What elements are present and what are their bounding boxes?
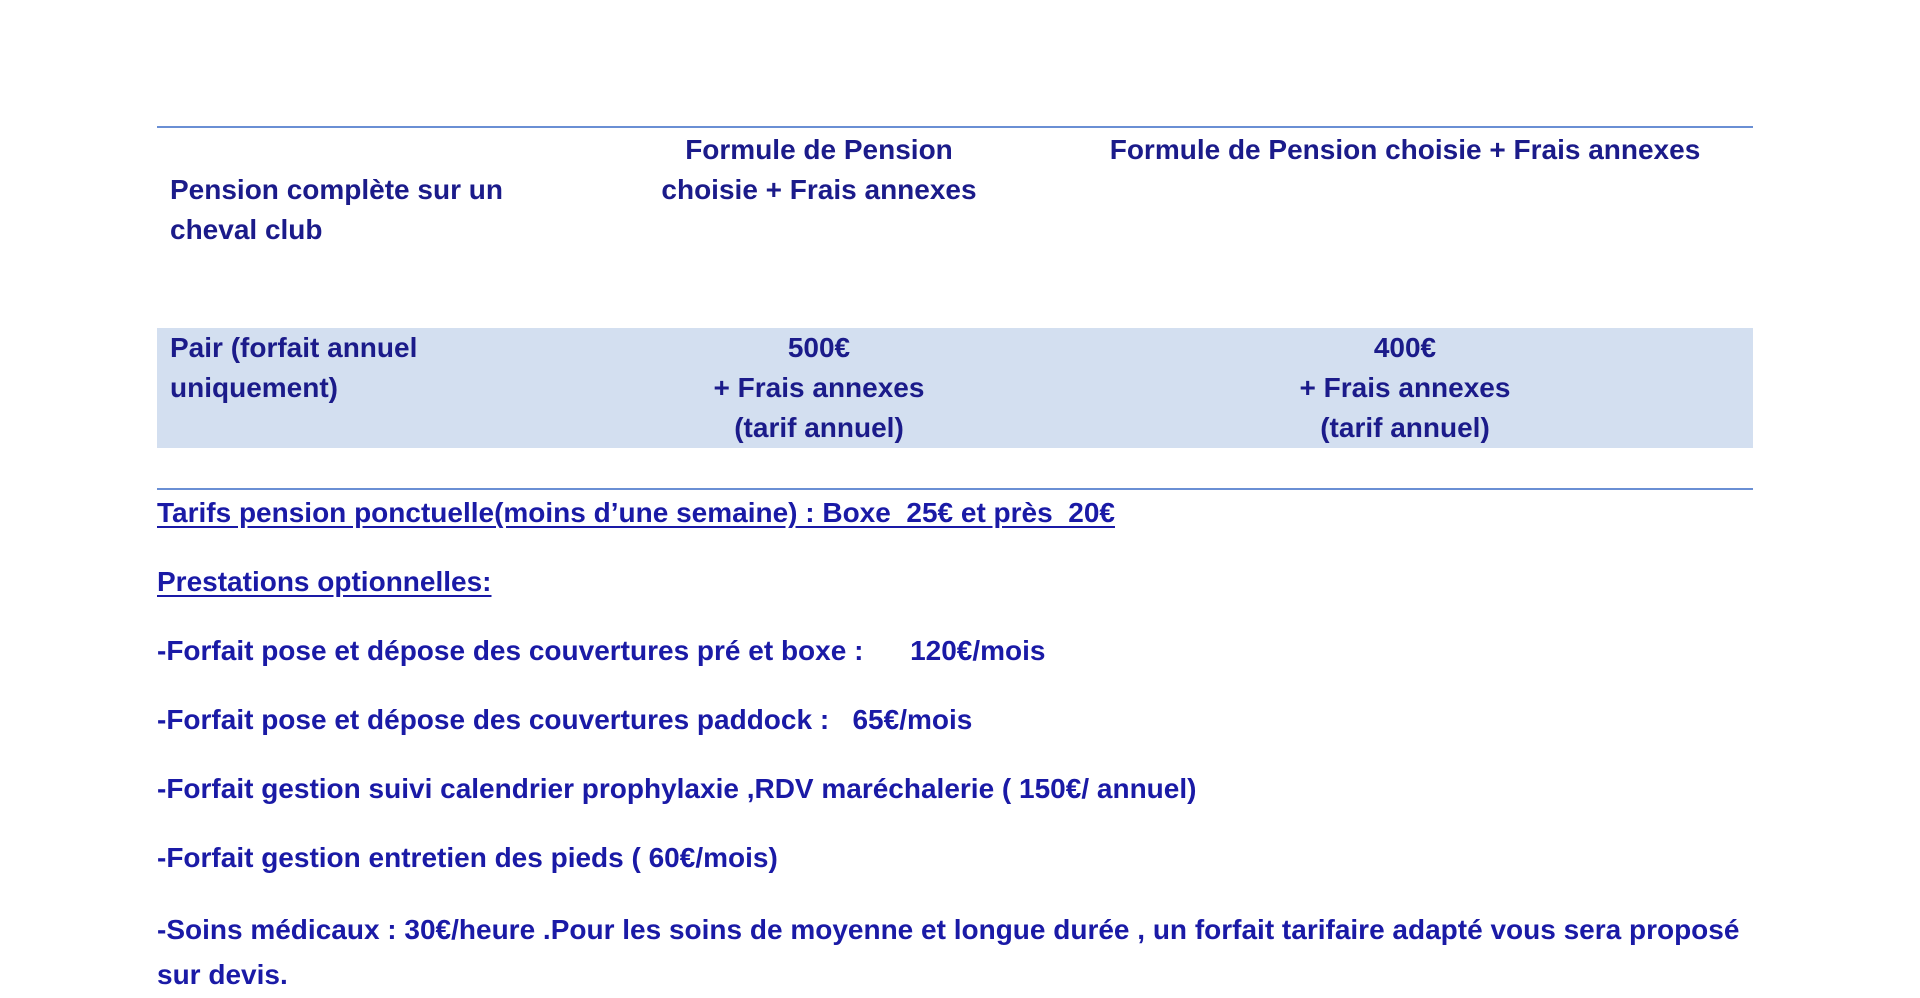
list-item (157, 700, 1777, 740)
header-text-line: choisie + Frais annexes (661, 174, 977, 205)
row-text-line: Pair (forfait annuel (170, 332, 418, 363)
row-cell-price-2 (1057, 328, 1753, 448)
list-item (157, 631, 1777, 671)
row-text-line: + Frais annexes (1299, 372, 1511, 403)
row-text-line: uniquement) (170, 372, 338, 403)
row-text-line: + Frais annexes (713, 372, 925, 403)
row-cell-price-1 (581, 328, 1057, 448)
list-item (157, 838, 1777, 878)
tarifs-text: Tarifs pension ponctuelle(moins d’une semaine) : Boxe 25€ et près 20€ (157, 497, 1115, 528)
option-text: -Forfait pose et dépose des couvertures pré et boxe : 120€/mois (157, 635, 1046, 666)
header-cell-formula-2 (1057, 130, 1753, 328)
prestations-title: Prestations optionnelles: (157, 566, 492, 597)
row-text-line: (tarif annuel) (734, 412, 904, 443)
price-value: 400€ (1373, 332, 1437, 363)
option-text: -Forfait gestion entretien des pieds ( 60€/mois) (157, 842, 778, 873)
tarifs-line (157, 493, 1777, 533)
list-item (157, 769, 1777, 809)
list-item (157, 907, 1777, 997)
table-header-row (157, 130, 1753, 328)
option-text: -Forfait pose et dépose des couvertures paddock : 65€/mois (157, 704, 973, 735)
header-text-line: Pension complète sur un (170, 174, 503, 205)
option-text: -Forfait gestion suivi calendrier prophylaxie ,RDV maréchalerie ( 150€/ annuel) (157, 773, 1197, 804)
header-cell-pension-type (157, 130, 581, 328)
header-cell-formula-1 (581, 130, 1057, 328)
header-text-line: cheval club (170, 214, 323, 245)
prestations-heading (157, 562, 1777, 602)
header-text-line: Formule de Pension (685, 134, 953, 165)
header-text-line: Formule de Pension choisie + Frais annexes (1109, 134, 1701, 165)
row-cell-label (157, 328, 581, 448)
price-value: 500€ (787, 332, 851, 363)
table-row (157, 328, 1753, 448)
pricing-table (157, 130, 1753, 448)
section-divider-rule (157, 488, 1753, 490)
option-text: -Soins médicaux : 30€/heure .Pour les soins de moyenne et longue durée , un forfait tarifaire adapté vous sera proposé sur devis. (157, 914, 1740, 990)
table-top-rule (157, 126, 1753, 128)
row-text-line: (tarif annuel) (1320, 412, 1490, 443)
